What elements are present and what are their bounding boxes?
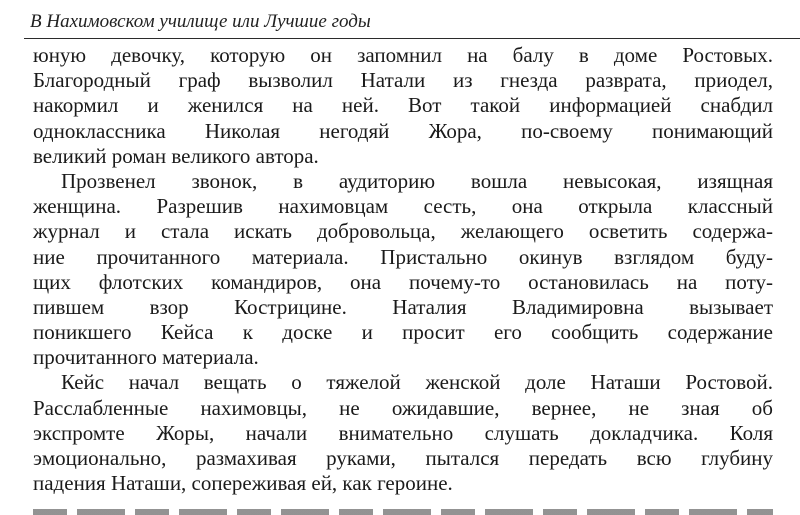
running-head: В Нахимовском училище или Лучшие годы: [30, 11, 371, 32]
text-line: прочитанного материала.: [33, 345, 259, 370]
text-line: журнал и стала искать добровольца, желающего осветить содержа-: [33, 219, 773, 244]
text-line: поникшего Кейса к доске и просит его сообщить содержание: [33, 320, 773, 345]
text-line: эмоционально, размахивая руками, пытался передать всю глубину: [33, 446, 773, 470]
text-line: ние прочитанного материала. Пристально окинув взглядом буду-: [33, 244, 773, 269]
text-line: щих флотских командиров, она почему-то остановилась на поту-: [33, 269, 773, 294]
body-text: [33, 43, 773, 496]
text-line: экспромте Жоры, начали внимательно слушать докладчика. Коля: [33, 420, 773, 445]
text-line: Благородный граф вызволил Натали из гнезда разврата, приодел,: [33, 68, 773, 93]
text-line: женщина. Разрешив нахимовцам сесть, она открыла классный: [33, 194, 773, 219]
text-line: юную девочку, которую он запомнил на балу в доме Ростовых.: [33, 43, 773, 67]
header-rule: [24, 38, 800, 39]
text-line: Кейс начал вещать о тяжелой женской доле Наташи Ростовой.: [61, 370, 773, 395]
text-line: Расслабленные нахимовцы, не ожидавшие, вернее, не зная об: [33, 395, 773, 420]
cropped-next-line: [33, 505, 773, 515]
text-line: Прозвенел звонок, в аудиторию вошла невысокая, изящная: [61, 168, 773, 193]
text-line: великий роман великого автора.: [33, 143, 319, 168]
text-line: падения Наташи, сопереживая ей, как героине.: [33, 471, 453, 496]
text-line: пившем взор Кострицине. Наталия Владимировна вызывает: [33, 294, 773, 319]
text-line: одноклассника Николая негодяй Жора, по-своему понимающий: [33, 118, 773, 143]
text-line: накормил и женился на ней. Вот такой информацией снабдил: [33, 93, 773, 118]
